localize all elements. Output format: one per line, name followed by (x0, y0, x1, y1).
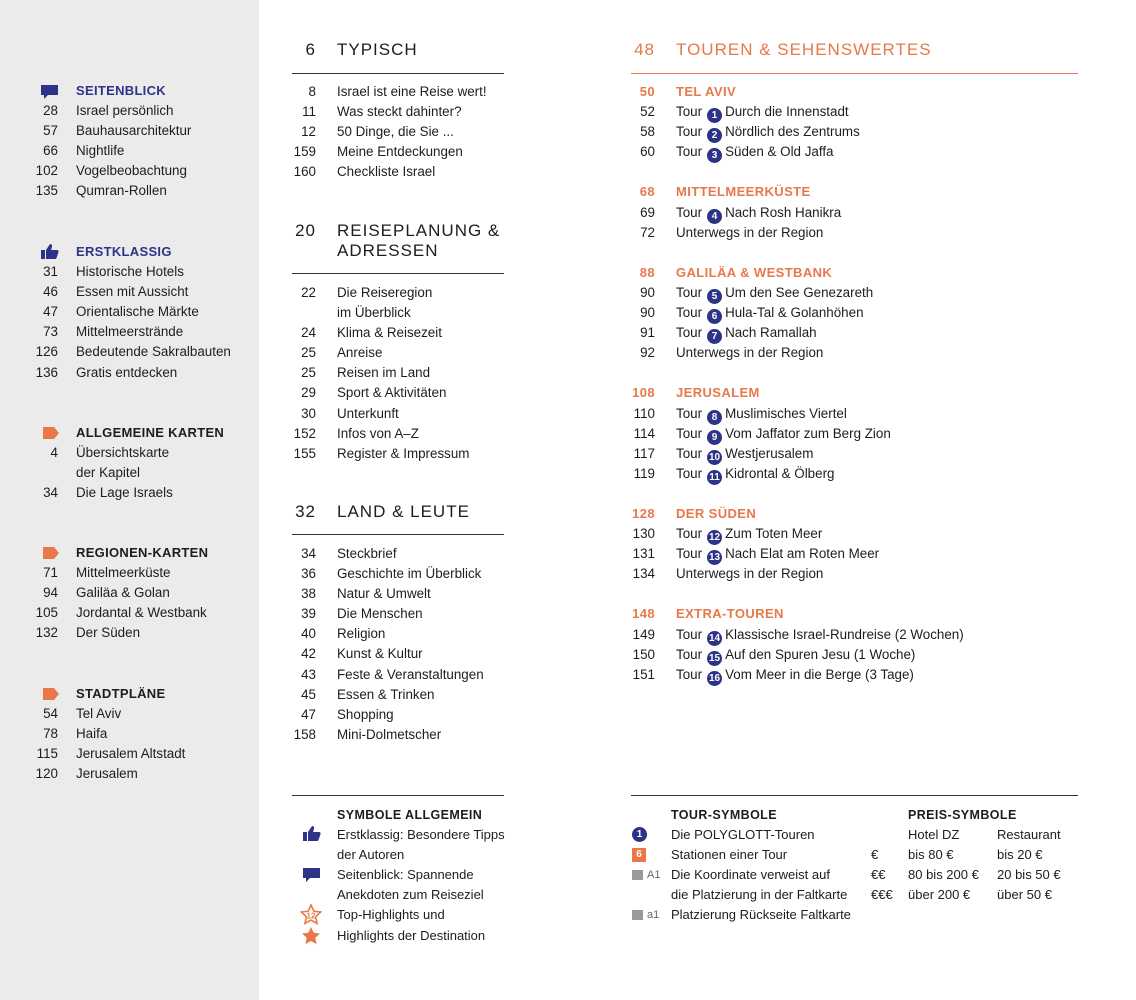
legend-preis-symbole: PREIS-SYMBOLE Hotel DZ Restaurant € bis 80 € bis 20 € €€ 80 bis 200 € 20 bis 50 € €€€ über 200 € über 50 € (869, 805, 1079, 905)
list-item[interactable]: 155 Register & Impressum (293, 445, 470, 461)
region-heading[interactable]: 108 JERUSALEM (632, 385, 760, 401)
tour-number-badge: 9 (707, 430, 722, 445)
tour-item[interactable]: 110 Tour 8 Muslimisches Viertel (633, 405, 847, 423)
speech-bubble-icon (302, 867, 321, 883)
list-item[interactable]: 72 Unterwegs in der Region (640, 224, 824, 240)
list-item[interactable]: 115 Jerusalem Altstadt (36, 746, 186, 762)
list-item[interactable]: 134 Unterwegs in der Region (632, 566, 824, 582)
section-title: ALLGEMEINE KARTEN (76, 425, 225, 440)
section-heading-touren[interactable]: 48 TOUREN & SEHENSWERTES (634, 40, 932, 59)
section-heading-land-leute[interactable]: 32 LAND & LEUTE (295, 502, 470, 521)
list-item[interactable]: 22 Die Reiseregion (301, 285, 433, 300)
region-heading[interactable]: 148 EXTRA-TOUREN (632, 606, 784, 622)
list-item[interactable]: 105 Jordantal & Westbank (35, 605, 207, 621)
section-title: SEITENBLICK (76, 83, 166, 98)
tour-number-badge: 7 (707, 329, 722, 344)
list-item[interactable]: 47 Shopping (301, 706, 394, 722)
tour-item[interactable]: 52 Tour 1 Durch die Innenstadt (640, 104, 849, 122)
tour-number-badge: 16 (709, 672, 721, 684)
list-item[interactable]: 28 Israel persönlich (43, 103, 174, 119)
tour-number-badge: 10 (709, 451, 721, 463)
list-item[interactable]: 152 Infos von A–Z (293, 425, 419, 441)
divider (631, 795, 1078, 796)
tour-number-badge: 4 (707, 209, 722, 224)
list-item[interactable]: 34 Die Lage Israels (43, 485, 173, 501)
list-item[interactable]: 43 Feste & Veranstaltungen (301, 666, 484, 682)
list-item[interactable]: 120 Jerusalem (35, 766, 138, 782)
list-item[interactable]: 46 Essen mit Aussicht (43, 284, 189, 300)
list-item[interactable]: 136 Gratis entdecken (35, 364, 178, 380)
tour-number-badge: 3 (707, 148, 722, 163)
region-heading[interactable]: 88 GALILÄA & WESTBANK (639, 264, 833, 280)
list-item: der Kapitel (76, 465, 141, 481)
list-item[interactable]: 25 Reisen im Land (301, 365, 431, 381)
list-item[interactable]: 160 Checkliste Israel (293, 164, 436, 180)
list-item[interactable]: 36 Geschichte im Überblick (301, 566, 482, 582)
toc-list-touren (0, 82, 964, 685)
list-item[interactable]: 158 Mini-Dolmetscher (293, 726, 442, 742)
list-item[interactable]: 29 Sport & Aktivitäten (301, 385, 447, 401)
section-title: ERSTKLASSIG (76, 244, 172, 259)
list-item[interactable]: 102 Vogelbeobachtung (35, 163, 187, 179)
tour-number-badge: 11 (707, 470, 722, 485)
list-item[interactable]: 54 Tel Aviv (43, 706, 122, 722)
section-title: REGIONEN-KARTEN (76, 545, 209, 560)
list-item[interactable]: 57 Bauhausarchitektur (43, 123, 192, 139)
tour-item[interactable]: 91 Tour 7 Nach Ramallah (640, 325, 817, 343)
list-item[interactable]: 31 Historische Hotels (43, 264, 184, 280)
top-highlight-star-icon (300, 904, 322, 926)
list-item[interactable]: 126 Bedeutende Sakralbauten (35, 344, 231, 360)
list-item[interactable]: 159 Meine Entdeckungen (293, 144, 463, 160)
list-item[interactable]: 38 Natur & Umwelt (301, 586, 431, 602)
region-heading[interactable]: 68 MITTELMEERKÜSTE (639, 184, 811, 200)
list-item[interactable]: 92 Unterwegs in der Region (640, 345, 824, 361)
list-item[interactable]: 94 Galiläa & Golan (43, 585, 170, 601)
list-item[interactable]: 34 Steckbrief (301, 546, 397, 561)
tour-item[interactable]: 58 Tour 2 Nördlich des Zentrums (640, 124, 860, 142)
tour-number-badge: 13 (709, 552, 721, 564)
tour-item[interactable]: 60 Tour 3 Süden & Old Jaffa (640, 144, 834, 162)
legend-tour-symbole: TOUR-SYMBOLE 1 Die POLYGLOTT-Touren 6 Stationen einer Tour A1 Die Koordinate verweist auf die Platzierung in der Faltkarte a1 Platzierung Rückseite Faltkarte (631, 805, 871, 926)
highlight-star-icon (301, 926, 321, 946)
tour-item[interactable]: 117 Tour 10 Westjerusalem (633, 445, 814, 463)
tour-item[interactable]: 69 Tour 4 Nach Rosh Hanikra (640, 204, 842, 222)
list-item[interactable]: 78 Haifa (43, 726, 108, 742)
list-item[interactable]: 8 Israel ist eine Reise wert! (308, 84, 487, 99)
tour-number-badge: 15 (709, 652, 721, 664)
legend-title: TOUR-SYMBOLE (671, 808, 777, 822)
tour-number-badge: 14 (709, 632, 721, 644)
list-item[interactable]: 30 Unterkunft (301, 405, 399, 421)
list-item[interactable]: 4 Übersichtskarte (50, 445, 170, 461)
tour-item[interactable]: 149 Tour 14 Klassische Israel-Rundreise (2 Wochen) (632, 626, 964, 644)
tour-circle-icon: 1 (632, 827, 647, 842)
tour-item[interactable]: 114 Tour 9 Vom Jaffator zum Berg Zion (633, 425, 891, 443)
tour-number-badge: 8 (707, 410, 722, 425)
region-heading[interactable]: 50 TEL AVIV (639, 84, 737, 99)
divider (631, 73, 1078, 74)
section-title: STADTPLÄNE (76, 686, 166, 701)
list-item[interactable]: 42 Kunst & Kultur (301, 646, 423, 662)
tour-number-badge: 2 (707, 128, 722, 143)
section-heading-typisch[interactable]: 6 TYPISCH (305, 40, 418, 59)
list-item[interactable]: 25 Anreise (301, 345, 383, 361)
list-item[interactable]: 135 Qumran-Rollen (35, 183, 167, 199)
list-item[interactable]: 66 Nightlife (43, 143, 125, 159)
tour-item[interactable]: 90 Tour 6 Hula-Tal & Golanhöhen (640, 305, 864, 323)
tour-item[interactable]: 90 Tour 5 Um den See Genezareth (640, 284, 874, 302)
divider (292, 73, 504, 74)
list-item[interactable]: 47 Orientalische Märkte (43, 304, 199, 320)
list-item[interactable]: 11 Was steckt dahinter? (302, 104, 462, 120)
list-item[interactable]: 71 Mittelmeerküste (43, 565, 171, 581)
list-item[interactable]: 73 Mittelmeerstrände (43, 324, 184, 340)
list-item[interactable]: 45 Essen & Trinken (301, 686, 435, 702)
legend-title: SYMBOLE ALLGEMEIN (337, 808, 483, 822)
region-heading[interactable]: 128 DER SÜDEN (632, 505, 757, 521)
map-book-icon (632, 910, 643, 920)
section-heading-reiseplanung[interactable]: 20 REISEPLANUNG & ADRESSEN (295, 221, 501, 260)
map-book-icon (632, 870, 643, 880)
legend-symbole-allgemein: SYMBOLE ALLGEMEIN Erstklassig: Besondere Tipps der Autoren Seitenblick: Spannende Anekdoten zum Reiseziel Top-Highlights und Highlights der Destination (337, 805, 505, 946)
list-item[interactable]: 24 Klima & Reisezeit (301, 325, 442, 341)
station-square-icon: 6 (632, 848, 646, 862)
svg-text:12: 12 (306, 911, 316, 921)
tour-item[interactable]: 119 Tour 11 Kidrontal & Ölberg (633, 465, 835, 483)
tour-number-badge: 1 (707, 108, 722, 123)
list-item[interactable]: 39 Die Menschen (301, 606, 423, 622)
tour-number-badge: 12 (709, 532, 721, 544)
tour-item[interactable]: 150 Tour 15 Auf den Spuren Jesu (1 Woche) (632, 646, 916, 664)
tour-item[interactable]: 131 Tour 13 Nach Elat am Roten Meer (632, 546, 880, 564)
legend-title: PREIS-SYMBOLE (908, 808, 1017, 822)
list-item[interactable]: 132 Der Süden (35, 625, 141, 641)
list-item: im Überblick (337, 305, 411, 321)
tour-number-badge: 6 (707, 309, 722, 324)
tour-item[interactable]: 151 Tour 16 Vom Meer in die Berge (3 Tage) (632, 666, 914, 684)
divider (292, 795, 504, 796)
tour-item[interactable]: 130 Tour 12 Zum Toten Meer (632, 526, 823, 544)
thumbs-up-icon (302, 825, 321, 842)
tour-number-badge: 5 (707, 289, 722, 304)
list-item[interactable]: 40 Religion (301, 626, 386, 642)
list-item[interactable]: 12 50 Dinge, die Sie ... (301, 124, 454, 140)
